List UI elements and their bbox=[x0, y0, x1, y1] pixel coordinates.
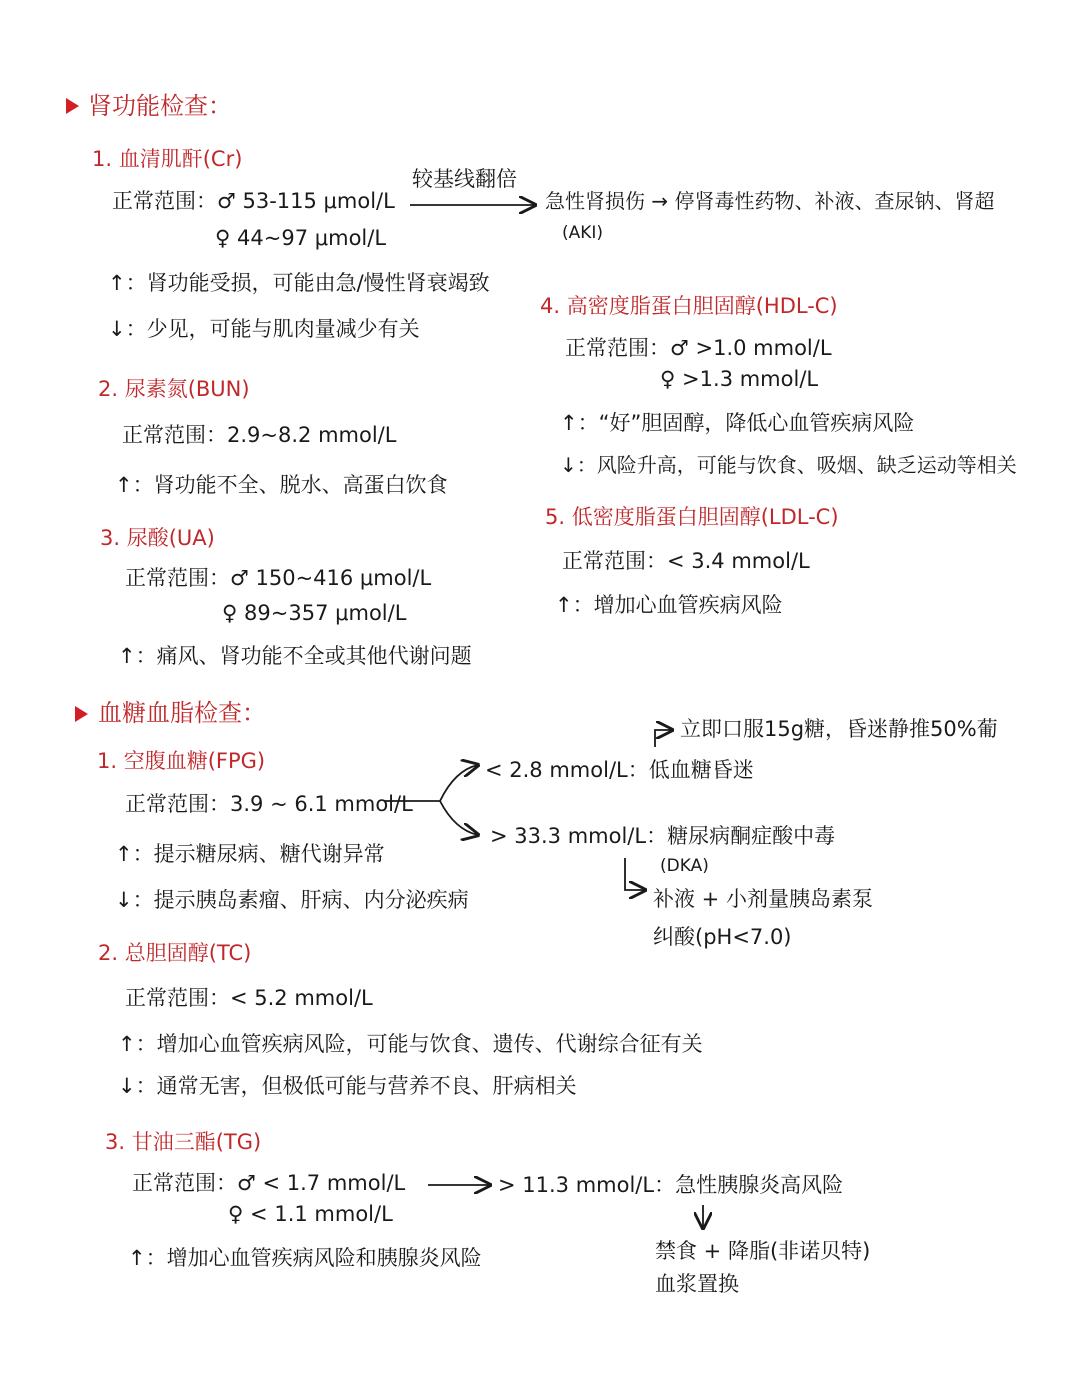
ua-up: ↑：痛风、肾功能不全或其他代谢问题 bbox=[118, 644, 472, 668]
dka-action-arrow bbox=[625, 858, 645, 890]
tg-heading: 3. 甘油三酯(TG) bbox=[105, 1130, 262, 1154]
tg-action: 禁食 + 降脂(非诺贝特) bbox=[655, 1239, 871, 1263]
fpg-low-action: 立即口服15g糖，昏迷静推50%葡 bbox=[680, 717, 998, 741]
section-bullet-icon bbox=[66, 98, 79, 114]
cr-range: 正常范围：♂ 53-115 μmol/L bbox=[112, 189, 395, 213]
bun-heading: 2. 尿素氮(BUN) bbox=[98, 377, 250, 401]
cr-up: ↑：肾功能受损，可能由急/慢性肾衰竭致 bbox=[108, 271, 490, 295]
cr-range-female: ♀ 44~97 μmol/L bbox=[215, 226, 387, 250]
cr-arrow-label: 较基线翻倍 bbox=[412, 167, 517, 191]
fpg-arrow-low bbox=[440, 765, 478, 801]
fpg-low-branch: < 2.8 mmol/L：低血糖昏迷 bbox=[485, 758, 754, 782]
tg-action2: 血浆置换 bbox=[655, 1272, 739, 1296]
fpg-down: ↓：提示胰岛素瘤、肝病、内分泌疾病 bbox=[115, 888, 469, 912]
ua-range-female: ♀ 89~357 μmol/L bbox=[222, 601, 407, 625]
ldl-up: ↑：增加心血管疾病风险 bbox=[555, 593, 783, 617]
ldl-heading: 5. 低密度脂蛋白胆固醇(LDL-C) bbox=[545, 505, 839, 529]
fpg-heading: 1. 空腹血糖(FPG) bbox=[97, 749, 266, 773]
ua-heading: 3. 尿酸(UA) bbox=[100, 526, 215, 550]
hdl-range-female: ♀ >1.3 mmol/L bbox=[660, 367, 819, 391]
cr-result: 急性肾损伤 → 停肾毒性药物、补液、查尿钠、肾超 bbox=[545, 189, 995, 213]
fpg-high-branch: > 33.3 mmol/L：糖尿病酮症酸中毒 bbox=[490, 824, 836, 848]
tg-high-branch: > 11.3 mmol/L：急性胰腺炎高风险 bbox=[498, 1173, 844, 1197]
cr-heading: 1. 血清肌酐(Cr) bbox=[92, 147, 243, 171]
section-bullet-icon bbox=[75, 706, 88, 722]
glucose-section-title: 血糖血脂检查： bbox=[98, 699, 266, 727]
hdl-down: ↓：风险升高，可能与饮食、吸烟、缺乏运动等相关 bbox=[560, 453, 1017, 477]
tg-range-female: ♀ < 1.1 mmol/L bbox=[228, 1202, 393, 1226]
kidney-section-title: 肾功能检查： bbox=[88, 92, 232, 120]
ldl-range: 正常范围：< 3.4 mmol/L bbox=[562, 549, 810, 573]
low-action-arrow bbox=[655, 730, 672, 747]
tg-up: ↑：增加心血管疾病风险和胰腺炎风险 bbox=[128, 1246, 482, 1270]
fpg-arrow-high bbox=[440, 801, 478, 835]
hdl-up: ↑：“好”胆固醇，降低心血管疾病风险 bbox=[560, 411, 915, 435]
cr-result-abbr: (AKI) bbox=[562, 223, 604, 243]
tc-down: ↓：通常无害，但极低可能与营养不良、肝病相关 bbox=[118, 1074, 577, 1098]
tg-range: 正常范围：♂ < 1.7 mmol/L bbox=[132, 1171, 406, 1195]
tc-up: ↑：增加心血管疾病风险，可能与饮食、遗传、代谢综合征有关 bbox=[118, 1032, 703, 1056]
fpg-high-action2: 纠酸(pH<7.0) bbox=[653, 925, 792, 949]
ua-range: 正常范围：♂ 150~416 μmol/L bbox=[125, 566, 432, 590]
fpg-range: 正常范围：3.9 ~ 6.1 mmol/L bbox=[125, 792, 413, 816]
bun-range: 正常范围：2.9~8.2 mmol/L bbox=[122, 423, 397, 447]
fpg-up: ↑：提示糖尿病、糖代谢异常 bbox=[115, 842, 385, 866]
tc-range: 正常范围：< 5.2 mmol/L bbox=[125, 986, 373, 1010]
fpg-high-abbr: (DKA) bbox=[660, 856, 709, 876]
fpg-high-action: 补液 + 小剂量胰岛素泵 bbox=[653, 887, 873, 911]
cr-down: ↓：少见，可能与肌肉量减少有关 bbox=[108, 317, 420, 341]
hdl-range: 正常范围：♂ >1.0 mmol/L bbox=[565, 336, 832, 360]
hdl-heading: 4. 高密度脂蛋白胆固醇(HDL-C) bbox=[540, 294, 838, 318]
tc-heading: 2. 总胆固醇(TC) bbox=[98, 941, 252, 965]
bun-up: ↑：肾功能不全、脱水、高蛋白饮食 bbox=[115, 473, 448, 497]
